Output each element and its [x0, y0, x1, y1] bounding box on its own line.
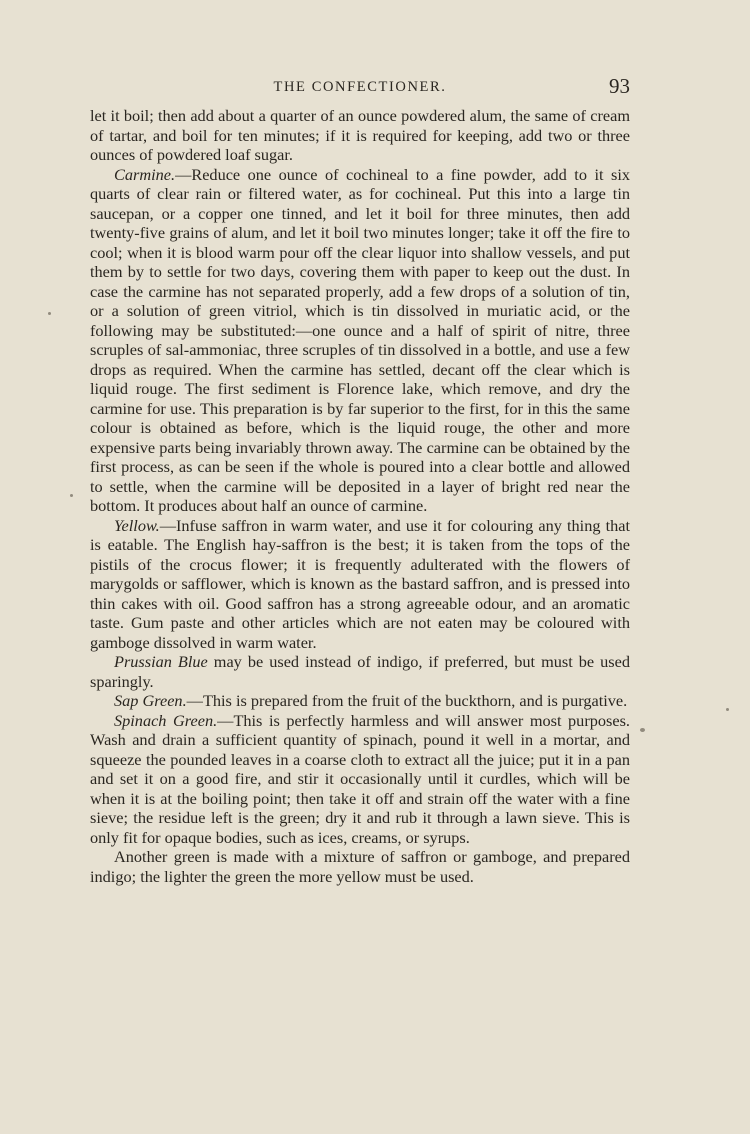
paragraph-continuation: [90, 106, 630, 165]
paragraph-text: let it boil; then add about a quarter of an ounce powdered alum, the same of cream of tartar, and boil for ten minutes; if it is required for keeping, add two or three ounces of powdered loaf sugar.: [90, 106, 630, 164]
paragraph-heading: Yellow.: [114, 515, 160, 535]
paragraph-prussian-blue: [90, 652, 630, 691]
body-text: [90, 106, 630, 886]
paper-speck: [48, 312, 51, 315]
paragraph-spinach-green: [90, 711, 630, 848]
paragraph-text: —Reduce one ounce of cochineal to a fine powder, add to it six quarts of clear rain or filtered water, as for cochineal. Put this into a large tin saucepan, or a copper one tinned, and let it boil for three minutes, then add twenty-five grains of alum, and let it boil two minutes longer; take it off the fire to cool; when it is blood warm pour off the clear liquor into shallow vessels, and put them by to settle for two days, covering them with paper to keep out the dust. In case the carmine has not separated properly, add a few drops of a solution of tin, or a solution of green vitriol, which is tin dissolved in muriatic acid, or the following may be substituted:—one ounce and a half of spirit of nitre, three scruples of sal-ammoniac, three scruples of tin dissolved in a bottle, and use a few drops as required. When the carmine has settled, decant off the clear which is liquid rouge. The first sediment is Florence lake, which remove, and dry the carmine for use. This preparation is by far superior to the first, for in this the same colour is obtained as before, which is the liquid rouge, the other and more expensive parts being invariably thrown away. The carmine can be obtained by the first process, as can be seen if the whole is poured into a clear bottle and allowed to settle, when the carmine will be deposited in a layer of bright red near the bottom. It produces about half an ounce of carmine.: [90, 164, 630, 515]
paper-speck: [640, 728, 645, 732]
paragraph-yellow: [90, 516, 630, 653]
page-number: 93: [609, 74, 630, 98]
running-title: THE CONFECTIONER.: [273, 79, 447, 95]
paper-speck: [70, 494, 73, 497]
paragraph-text: —Infuse saffron in warm water, and use it for colouring any thing that is eatable. The English hay-saffron is the best; it is taken from the tops of the pistils of the crocus flower; it is frequently adulterated with the flowers of marygolds or safflower, which is known as the bastard saffron, and is pressed into thin cakes with oil. Good saffron has a strong agreeable odour, and an aromatic taste. Gum paste and other articles which are not eaten may be coloured with gamboge dissolved in warm water.: [90, 515, 630, 652]
page-header: [90, 76, 630, 100]
paragraph-sap-green: [90, 691, 630, 711]
paragraph-heading: Carmine.: [114, 164, 176, 184]
paper-speck: [726, 708, 729, 711]
paragraph-heading: Sap Green.: [114, 691, 187, 710]
paragraph-heading: Spinach Green.: [114, 710, 218, 730]
paragraph-text: may be used instead of indigo, if preferred, but must be used sparingly.: [90, 652, 630, 691]
paragraph-text: —This is prepared from the fruit of the buckthorn, and is purgative.: [186, 691, 628, 710]
paragraph-text: Another green is made with a mixture of saffron or gamboge, and prepared indigo; the lighter the green the more yellow must be used.: [90, 847, 630, 886]
paragraph-text: —This is perfectly harmless and will answer most purposes. Wash and drain a sufficient quantity of spinach, pound it well in a mortar, and squeeze the pounded leaves in a coarse cloth to extract all the juice; put it in a pan and set it on a good fire, and stir it occasionally until it curdles, which will be when it is at the boiling point; then take it off and strain off the water with a fine sieve; the residue left is the green; dry it and rub it through a lawn sieve. This is only fit for opaque bodies, such as ices, creams, or syrups.: [90, 710, 630, 847]
paragraph-another-green: [90, 847, 630, 886]
paragraph-carmine: [90, 165, 630, 516]
paragraph-heading: Prussian Blue: [114, 652, 208, 671]
